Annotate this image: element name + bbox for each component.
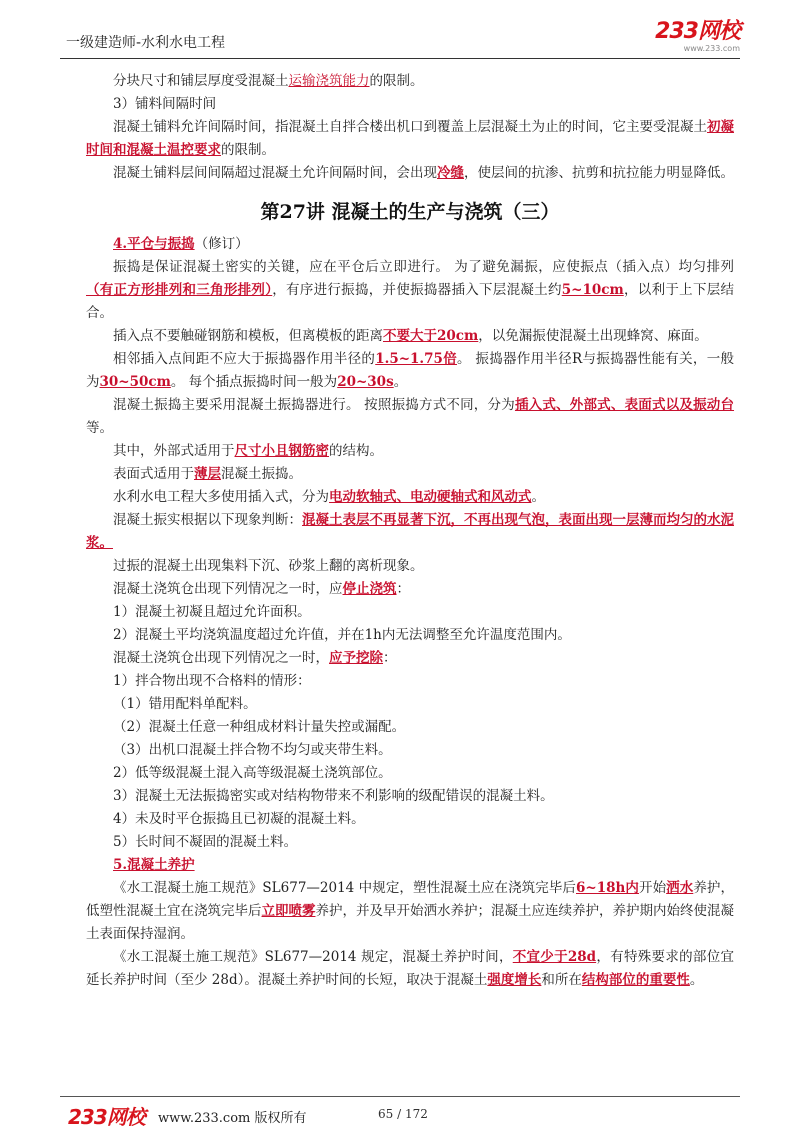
- highlight: 混凝土表层不再显著下沉，不再出现气泡，表面出现一层薄而均匀的水泥浆。: [86, 512, 734, 551]
- text: 《水工混凝土施工规范》SL677—2014 中规定，塑性混凝土应在浇筑完毕后: [113, 880, 576, 896]
- text: ，以利于上下层结合。: [86, 282, 735, 321]
- text: 混凝土振捣主要采用混凝土振捣器进行。 按照振捣方式不同，分为: [113, 397, 515, 413]
- paragraph: 过振的混凝土出现集料下沉、砂浆上翻的离析现象。: [113, 558, 424, 574]
- highlight: 冷缝: [437, 165, 464, 181]
- page-number: 65 / 172: [378, 1107, 428, 1121]
- text: 混凝土浇筑仓出现下列情况之一时，: [113, 650, 329, 666]
- paragraph: [86, 877, 734, 946]
- text: 混凝土铺料层间间隔超过混凝土允许间隔时间，会出现: [113, 165, 437, 181]
- header-title: 一级建造师-水利水电工程: [66, 35, 226, 51]
- text: 。: [393, 374, 408, 390]
- text: 混凝土振捣。: [221, 466, 302, 482]
- logo-main: 233网校: [655, 19, 740, 44]
- list-item: 4）未及时平仓振捣且已初凝的混凝土料。: [113, 811, 365, 827]
- text: 的限制。: [221, 142, 275, 158]
- text: 振捣是保证混凝土密实的关键，应在平仓后立即进行。 为了避免漏振，应使振点（插入点）均匀排列: [113, 259, 734, 275]
- text: 。 每个插点振捣时间一般为: [170, 374, 338, 390]
- text: 《水工混凝土施工规范》SL677—2014 规定，混凝土养护时间，: [113, 949, 513, 965]
- text: 。: [689, 972, 704, 988]
- highlight: 6~18h内: [576, 880, 639, 896]
- text: 开始: [638, 880, 667, 896]
- page-header: [60, 18, 740, 59]
- brand-logo: [655, 20, 740, 54]
- paragraph: 3）铺料间隔时间: [113, 96, 217, 112]
- paragraph: [86, 162, 734, 185]
- paragraph: [86, 116, 734, 162]
- page-footer: [60, 1096, 740, 1127]
- highlight: 插入式、外部式、表面式以及振动台: [514, 397, 735, 413]
- list-item: 3）混凝土无法振捣密实或对结构物带来不利影响的级配错误的混凝土料。: [113, 788, 554, 804]
- paragraph: [86, 348, 734, 394]
- lecture-title: 第27讲 混凝土的生产与浇筑（三）: [260, 201, 560, 223]
- highlight: 运输浇筑能力: [288, 73, 370, 89]
- text: 插入点不要触碰钢筋和模板，但离模板的距离: [113, 328, 383, 344]
- list-item: （2）混凝土任意一种组成材料计量失控或漏配。: [113, 719, 406, 735]
- list-item: （3）出机口混凝土拌合物不均匀或夹带生料。: [113, 742, 392, 758]
- text: 的限制。: [369, 73, 424, 89]
- paragraph: [86, 463, 734, 486]
- highlight: 1.5~1.75倍: [375, 351, 458, 367]
- text: 。 振捣器作用半径R与振捣器性能有关，一般为: [86, 351, 734, 390]
- highlight: 结构部位的重要性: [581, 972, 690, 988]
- paragraph: [86, 70, 734, 93]
- paragraph: [86, 486, 734, 509]
- paragraph: [86, 256, 734, 325]
- list-item: 1）拌合物出现不合格料的情形：: [113, 673, 311, 689]
- highlight: 30~50cm: [99, 374, 171, 390]
- text: 分块尺寸和铺层厚度受混凝土: [113, 73, 289, 89]
- paragraph: [86, 578, 734, 601]
- text: 等。: [86, 420, 113, 436]
- footer-logo: 233网校: [68, 1105, 145, 1129]
- list-item: 2）低等级混凝土混入高等级混凝土浇筑部位。: [113, 765, 392, 781]
- highlight: 不要大于20cm: [383, 328, 479, 344]
- list-item: 1）混凝土初凝且超过允许面积。: [113, 604, 311, 620]
- text: ，使层间的抗渗、抗剪和抗拉能力明显降低。: [464, 165, 734, 181]
- highlight: 强度增长: [487, 972, 542, 988]
- footer-copyright: www.233.com 版权所有: [158, 1111, 307, 1126]
- section-title: 4.平仓与振捣: [113, 236, 195, 252]
- list-item: 2）混凝土平均浇筑温度超过允许值，并在1h内无法调整至允许温度范围内。: [113, 627, 571, 643]
- highlight: 尺寸小且钢筋密: [234, 443, 329, 459]
- text: 其中，外部式适用于: [113, 443, 235, 459]
- text: 的结构。: [329, 443, 383, 459]
- section-heading: [86, 233, 734, 256]
- highlight: 应予挖除: [329, 650, 383, 666]
- text: ：: [396, 581, 410, 597]
- text: 养护，并及早开始洒水养护；混凝土应连续养护，养护期内始终使混凝土表面保持湿润。: [86, 903, 734, 942]
- highlight: 洒水: [666, 880, 694, 896]
- list-item: （1）错用配料单配料。: [113, 696, 257, 712]
- highlight: （有正方形排列和三角形排列）: [86, 282, 273, 298]
- text: ，以免漏振使混凝土出现蜂窝、麻面。: [478, 328, 708, 344]
- section-title: 5.混凝土养护: [113, 857, 195, 873]
- paragraph: [86, 509, 734, 555]
- section-heading: [86, 854, 734, 877]
- paragraph: [86, 325, 734, 348]
- text: 相邻插入点间距不应大于振捣器作用半径的: [113, 351, 376, 367]
- highlight: 立即喷雾: [261, 903, 316, 919]
- text: 水利水电工程大多使用插入式，分为: [113, 489, 329, 505]
- text: 表面式适用于: [113, 466, 194, 482]
- text: 养护，低塑性混凝土宜在浇筑完毕后: [86, 880, 734, 919]
- highlight: 5~10cm: [561, 282, 624, 298]
- text: 混凝土振实根据以下现象判断：: [113, 512, 302, 528]
- paragraph: [86, 394, 734, 440]
- text: ：: [383, 650, 397, 666]
- section-note: （修订）: [194, 236, 249, 252]
- list-item: 5）长时间不凝固的混凝土料。: [113, 834, 298, 850]
- highlight: 初凝时间和混凝土温控要求: [86, 119, 734, 158]
- highlight: 停止浇筑: [342, 581, 397, 597]
- logo-sub: www.233.com: [683, 44, 740, 53]
- text: 混凝土浇筑仓出现下列情况之一时，应: [113, 581, 343, 597]
- highlight: 20~30s: [337, 374, 394, 390]
- paragraph: [86, 946, 734, 992]
- document-body: [86, 70, 734, 992]
- text: 。: [531, 489, 545, 505]
- highlight: 不宜少于28d: [512, 949, 597, 965]
- text: 和所在: [541, 972, 582, 988]
- text: 混凝土铺料允许间隔时间，指混凝土自拌合楼出机口到覆盖上层混凝土为止的时间，它主要受混凝土: [113, 119, 707, 135]
- highlight: 薄层: [194, 466, 221, 482]
- text: ，有序进行振捣，并使振捣器插入下层混凝土约: [272, 282, 562, 298]
- paragraph: [86, 440, 734, 463]
- paragraph: [86, 647, 734, 670]
- text: ，有特殊要求的部位宜延长养护时间（至少 28d）。混凝土养护时间的长短，取决于混凝土: [86, 949, 734, 988]
- highlight: 电动软轴式、电动硬轴式和风动式: [329, 489, 532, 505]
